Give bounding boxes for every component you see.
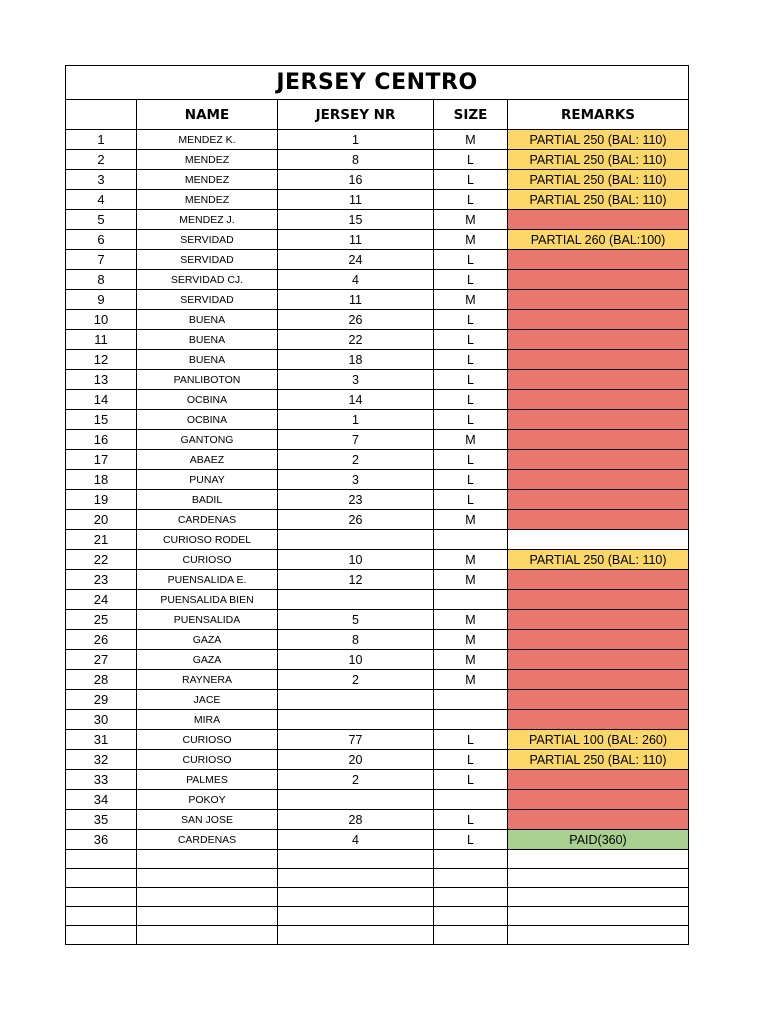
cell-number[interactable] [66, 869, 137, 888]
table-row [66, 610, 689, 630]
table-row [66, 210, 689, 230]
cell-name[interactable]: CARDENAS [137, 830, 278, 850]
cell-name[interactable]: GANTONG [137, 430, 278, 450]
cell-jersey-nr[interactable]: 11 [278, 190, 434, 210]
cell-size[interactable]: L [434, 750, 508, 770]
table-row [66, 330, 689, 350]
cell-jersey-nr[interactable]: 11 [278, 290, 434, 310]
cell-jersey-nr[interactable]: 10 [278, 550, 434, 570]
cell-name[interactable]: MIRA [137, 710, 278, 730]
cell-remarks[interactable] [508, 530, 689, 550]
cell-jersey-nr[interactable]: 3 [278, 470, 434, 490]
cell-jersey-nr[interactable] [278, 530, 434, 550]
cell-number[interactable]: 15 [66, 410, 137, 430]
cell-remarks[interactable] [508, 410, 689, 430]
table-row [66, 590, 689, 610]
cell-number[interactable]: 24 [66, 590, 137, 610]
cell-name[interactable]: PUENSALIDA E. [137, 570, 278, 590]
cell-jersey-nr[interactable]: 5 [278, 610, 434, 630]
cell-size[interactable]: L [434, 410, 508, 430]
table-row [66, 810, 689, 830]
cell-size[interactable]: M [434, 550, 508, 570]
cell-size[interactable] [434, 907, 508, 926]
cell-number[interactable]: 3 [66, 170, 137, 190]
table-row [66, 290, 689, 310]
table-row [66, 350, 689, 370]
cell-name[interactable]: CARDENAS [137, 510, 278, 530]
cell-size[interactable] [434, 530, 508, 550]
table-row [66, 770, 689, 790]
cell-number[interactable] [66, 926, 137, 945]
cell-remarks[interactable]: PARTIAL 260 (BAL:100) [508, 230, 689, 250]
cell-size[interactable]: M [434, 130, 508, 150]
cell-remarks[interactable] [508, 770, 689, 790]
cell-size[interactable]: M [434, 610, 508, 630]
cell-number[interactable]: 30 [66, 710, 137, 730]
cell-remarks[interactable]: PARTIAL 250 (BAL: 110) [508, 170, 689, 190]
cell-jersey-nr[interactable]: 8 [278, 630, 434, 650]
cell-number[interactable]: 16 [66, 430, 137, 450]
cell-jersey-nr[interactable] [278, 590, 434, 610]
cell-remarks[interactable] [508, 270, 689, 290]
table-row [66, 710, 689, 730]
table-row [66, 130, 689, 150]
cell-name[interactable] [137, 907, 278, 926]
cell-size[interactable]: L [434, 150, 508, 170]
table-row [66, 190, 689, 210]
cell-size[interactable]: L [434, 270, 508, 290]
cell-number[interactable]: 1 [66, 130, 137, 150]
cell-number[interactable]: 27 [66, 650, 137, 670]
cell-jersey-nr[interactable]: 2 [278, 770, 434, 790]
cell-remarks[interactable] [508, 450, 689, 470]
table-row [66, 490, 689, 510]
cell-size[interactable]: M [434, 290, 508, 310]
cell-name[interactable]: GAZA [137, 650, 278, 670]
cell-number[interactable]: 33 [66, 770, 137, 790]
cell-number[interactable]: 5 [66, 210, 137, 230]
cell-jersey-nr[interactable]: 22 [278, 330, 434, 350]
cell-size[interactable]: M [434, 210, 508, 230]
cell-jersey-nr[interactable] [278, 888, 434, 907]
jersey-table [65, 65, 689, 945]
cell-jersey-nr[interactable]: 11 [278, 230, 434, 250]
cell-number[interactable]: 17 [66, 450, 137, 470]
cell-jersey-nr[interactable]: 15 [278, 210, 434, 230]
cell-jersey-nr[interactable]: 18 [278, 350, 434, 370]
cell-size[interactable]: L [434, 390, 508, 410]
cell-size[interactable] [434, 850, 508, 869]
cell-number[interactable]: 18 [66, 470, 137, 490]
cell-name[interactable] [137, 926, 278, 945]
cell-size[interactable] [434, 590, 508, 610]
table-row [66, 270, 689, 290]
table-row [66, 570, 689, 590]
cell-size[interactable]: L [434, 250, 508, 270]
cell-jersey-nr[interactable]: 24 [278, 250, 434, 270]
cell-remarks[interactable] [508, 650, 689, 670]
cell-number[interactable]: 8 [66, 270, 137, 290]
cell-size[interactable]: L [434, 490, 508, 510]
cell-remarks[interactable]: PARTIAL 250 (BAL: 110) [508, 130, 689, 150]
cell-size[interactable]: M [434, 630, 508, 650]
table-row [66, 230, 689, 250]
cell-jersey-nr[interactable]: 12 [278, 570, 434, 590]
cell-size[interactable]: L [434, 450, 508, 470]
table-row [66, 690, 689, 710]
cell-remarks[interactable] [508, 907, 689, 926]
cell-size[interactable]: M [434, 570, 508, 590]
cell-number[interactable]: 21 [66, 530, 137, 550]
cell-number[interactable]: 34 [66, 790, 137, 810]
cell-number[interactable]: 35 [66, 810, 137, 830]
table-row [66, 730, 689, 750]
header-no[interactable] [66, 100, 137, 130]
table-row [66, 750, 689, 770]
cell-size[interactable]: L [434, 730, 508, 750]
cell-number[interactable] [66, 850, 137, 869]
table-row [66, 370, 689, 390]
cell-jersey-nr[interactable] [278, 869, 434, 888]
cell-size[interactable] [434, 790, 508, 810]
cell-name[interactable]: CURIOSO [137, 730, 278, 750]
table-row [66, 670, 689, 690]
cell-jersey-nr[interactable] [278, 710, 434, 730]
cell-number[interactable] [66, 888, 137, 907]
cell-remarks[interactable] [508, 926, 689, 945]
cell-size[interactable] [434, 710, 508, 730]
table-row [66, 510, 689, 530]
cell-jersey-nr[interactable]: 10 [278, 650, 434, 670]
table-row [66, 650, 689, 670]
table-row [66, 450, 689, 470]
cell-jersey-nr[interactable]: 4 [278, 830, 434, 850]
cell-name[interactable]: MENDEZ K. [137, 130, 278, 150]
cell-number[interactable]: 12 [66, 350, 137, 370]
cell-number[interactable]: 14 [66, 390, 137, 410]
cell-jersey-nr[interactable]: 23 [278, 490, 434, 510]
cell-jersey-nr[interactable]: 77 [278, 730, 434, 750]
cell-size[interactable]: L [434, 330, 508, 350]
table-row [66, 850, 689, 869]
cell-number[interactable]: 6 [66, 230, 137, 250]
cell-number[interactable] [66, 907, 137, 926]
cell-name[interactable]: OCBINA [137, 390, 278, 410]
cell-jersey-nr[interactable] [278, 790, 434, 810]
cell-jersey-nr[interactable] [278, 850, 434, 869]
cell-remarks[interactable]: PARTIAL 250 (BAL: 110) [508, 550, 689, 570]
cell-jersey-nr[interactable]: 2 [278, 450, 434, 470]
cell-jersey-nr[interactable]: 2 [278, 670, 434, 690]
cell-number[interactable]: 31 [66, 730, 137, 750]
cell-remarks[interactable] [508, 390, 689, 410]
header-size[interactable]: SIZE [434, 100, 508, 130]
cell-size[interactable]: L [434, 190, 508, 210]
cell-size[interactable]: L [434, 370, 508, 390]
cell-size[interactable]: M [434, 670, 508, 690]
cell-number[interactable]: 36 [66, 830, 137, 850]
cell-jersey-nr[interactable]: 28 [278, 810, 434, 830]
cell-name[interactable] [137, 869, 278, 888]
cell-size[interactable]: L [434, 350, 508, 370]
cell-jersey-nr[interactable]: 16 [278, 170, 434, 190]
cell-size[interactable]: L [434, 830, 508, 850]
cell-name[interactable]: BUENA [137, 310, 278, 330]
cell-number[interactable]: 23 [66, 570, 137, 590]
cell-name[interactable]: CURIOSO RODEL [137, 530, 278, 550]
cell-number[interactable]: 20 [66, 510, 137, 530]
cell-number[interactable]: 25 [66, 610, 137, 630]
cell-size[interactable] [434, 869, 508, 888]
table-row [66, 790, 689, 810]
cell-remarks[interactable] [508, 510, 689, 530]
cell-remarks[interactable] [508, 590, 689, 610]
cell-remarks[interactable] [508, 610, 689, 630]
cell-jersey-nr[interactable] [278, 926, 434, 945]
cell-number[interactable]: 32 [66, 750, 137, 770]
table-row [66, 410, 689, 430]
cell-name[interactable]: RAYNERA [137, 670, 278, 690]
cell-name[interactable]: OCBINA [137, 410, 278, 430]
cell-remarks[interactable] [508, 888, 689, 907]
sheet-title[interactable]: JERSEY CENTRO [66, 66, 689, 100]
table-row [66, 150, 689, 170]
cell-jersey-nr[interactable]: 7 [278, 430, 434, 450]
cell-size[interactable] [434, 926, 508, 945]
cell-remarks[interactable] [508, 370, 689, 390]
cell-size[interactable]: L [434, 170, 508, 190]
cell-remarks[interactable] [508, 430, 689, 450]
cell-number[interactable]: 19 [66, 490, 137, 510]
cell-number[interactable]: 7 [66, 250, 137, 270]
table-row [66, 926, 689, 945]
header-remarks[interactable]: REMARKS [508, 100, 689, 130]
cell-remarks[interactable] [508, 490, 689, 510]
cell-remarks[interactable]: PARTIAL 100 (BAL: 260) [508, 730, 689, 750]
cell-name[interactable]: SERVIDAD CJ. [137, 270, 278, 290]
cell-number[interactable]: 11 [66, 330, 137, 350]
cell-jersey-nr[interactable]: 3 [278, 370, 434, 390]
cell-size[interactable]: M [434, 230, 508, 250]
table-row [66, 250, 689, 270]
cell-number[interactable]: 4 [66, 190, 137, 210]
cell-size[interactable]: L [434, 470, 508, 490]
cell-size[interactable] [434, 888, 508, 907]
cell-size[interactable]: L [434, 770, 508, 790]
table-row [66, 888, 689, 907]
cell-remarks[interactable]: PARTIAL 250 (BAL: 110) [508, 750, 689, 770]
cell-jersey-nr[interactable]: 1 [278, 410, 434, 430]
cell-remarks[interactable] [508, 869, 689, 888]
cell-name[interactable]: SAN JOSE [137, 810, 278, 830]
cell-remarks[interactable]: PAID(360) [508, 830, 689, 850]
cell-name[interactable]: BUENA [137, 330, 278, 350]
cell-jersey-nr[interactable]: 8 [278, 150, 434, 170]
cell-name[interactable]: CURIOSO [137, 750, 278, 770]
cell-remarks[interactable]: PARTIAL 250 (BAL: 110) [508, 150, 689, 170]
cell-name[interactable]: JACE [137, 690, 278, 710]
table-row [66, 869, 689, 888]
cell-remarks[interactable] [508, 850, 689, 869]
cell-jersey-nr[interactable]: 14 [278, 390, 434, 410]
cell-jersey-nr[interactable]: 26 [278, 310, 434, 330]
table-row [66, 630, 689, 650]
cell-name[interactable]: BUENA [137, 350, 278, 370]
cell-remarks[interactable] [508, 810, 689, 830]
title-row [66, 66, 689, 100]
cell-remarks[interactable] [508, 330, 689, 350]
cell-number[interactable]: 26 [66, 630, 137, 650]
cell-number[interactable]: 10 [66, 310, 137, 330]
table-row [66, 170, 689, 190]
cell-remarks[interactable] [508, 570, 689, 590]
cell-size[interactable]: M [434, 430, 508, 450]
cell-jersey-nr[interactable]: 20 [278, 750, 434, 770]
cell-remarks[interactable] [508, 790, 689, 810]
cell-name[interactable]: PUENSALIDA [137, 610, 278, 630]
header-jersey-nr[interactable]: JERSEY NR [278, 100, 434, 130]
table-row [66, 830, 689, 850]
cell-size[interactable]: L [434, 810, 508, 830]
cell-name[interactable]: SERVIDAD [137, 290, 278, 310]
cell-jersey-nr[interactable]: 26 [278, 510, 434, 530]
cell-number[interactable]: 13 [66, 370, 137, 390]
cell-name[interactable]: BADIL [137, 490, 278, 510]
cell-name[interactable]: MENDEZ [137, 190, 278, 210]
cell-size[interactable]: L [434, 310, 508, 330]
cell-number[interactable]: 22 [66, 550, 137, 570]
cell-remarks[interactable] [508, 310, 689, 330]
cell-name[interactable]: PALMES [137, 770, 278, 790]
table-row [66, 430, 689, 450]
cell-name[interactable]: SERVIDAD [137, 230, 278, 250]
table-row [66, 907, 689, 926]
cell-remarks[interactable] [508, 630, 689, 650]
cell-size[interactable]: M [434, 510, 508, 530]
cell-jersey-nr[interactable]: 4 [278, 270, 434, 290]
table-row [66, 310, 689, 330]
cell-number[interactable]: 29 [66, 690, 137, 710]
cell-name[interactable] [137, 850, 278, 869]
cell-name[interactable]: PUENSALIDA BIEN [137, 590, 278, 610]
cell-name[interactable]: SERVIDAD [137, 250, 278, 270]
cell-remarks[interactable]: PARTIAL 250 (BAL: 110) [508, 190, 689, 210]
cell-name[interactable]: MENDEZ [137, 170, 278, 190]
cell-name[interactable] [137, 888, 278, 907]
table-row [66, 530, 689, 550]
cell-name[interactable]: POKOY [137, 790, 278, 810]
cell-name[interactable]: MENDEZ [137, 150, 278, 170]
cell-remarks[interactable] [508, 470, 689, 490]
cell-remarks[interactable] [508, 290, 689, 310]
cell-size[interactable] [434, 690, 508, 710]
cell-remarks[interactable] [508, 350, 689, 370]
cell-number[interactable]: 9 [66, 290, 137, 310]
table-row [66, 550, 689, 570]
cell-name[interactable]: PANLIBOTON [137, 370, 278, 390]
cell-number[interactable]: 2 [66, 150, 137, 170]
cell-remarks[interactable] [508, 210, 689, 230]
header-row [66, 100, 689, 130]
cell-size[interactable]: M [434, 650, 508, 670]
cell-remarks[interactable] [508, 250, 689, 270]
cell-number[interactable]: 28 [66, 670, 137, 690]
cell-remarks[interactable] [508, 670, 689, 690]
cell-remarks[interactable] [508, 710, 689, 730]
cell-name[interactable]: ABAEZ [137, 450, 278, 470]
cell-name[interactable]: GAZA [137, 630, 278, 650]
cell-name[interactable]: PUNAY [137, 470, 278, 490]
cell-name[interactable]: CURIOSO [137, 550, 278, 570]
cell-remarks[interactable] [508, 690, 689, 710]
cell-jersey-nr[interactable]: 1 [278, 130, 434, 150]
cell-jersey-nr[interactable] [278, 690, 434, 710]
table-row [66, 390, 689, 410]
cell-name[interactable]: MENDEZ J. [137, 210, 278, 230]
cell-jersey-nr[interactable] [278, 907, 434, 926]
table-row [66, 470, 689, 490]
header-name[interactable]: NAME [137, 100, 278, 130]
